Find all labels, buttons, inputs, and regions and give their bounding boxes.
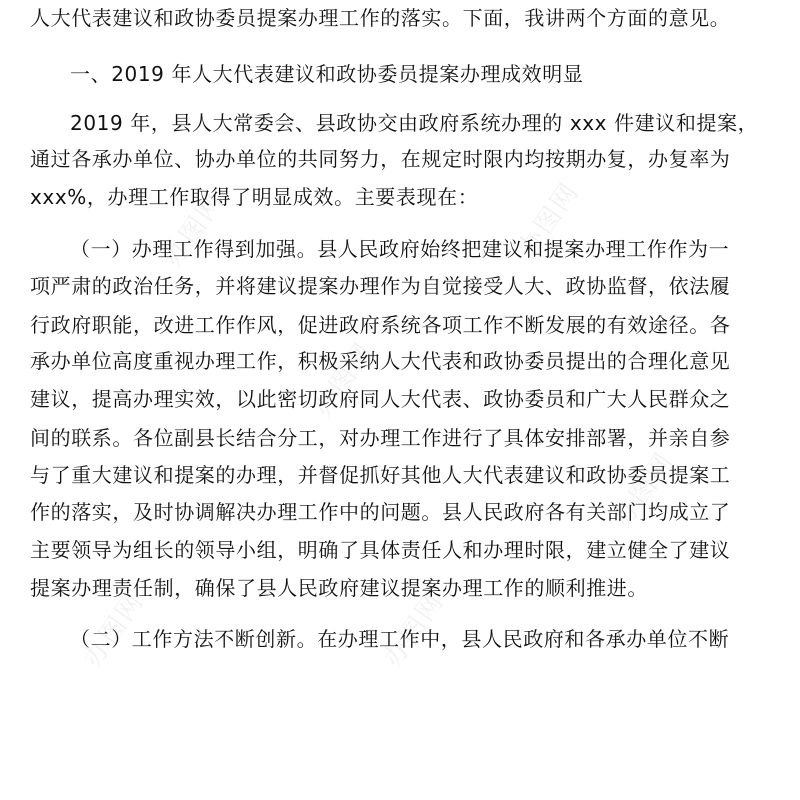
- paragraph-line: 承办单位高度重视办理工作，积极采纳人大代表和政协委员提出的合理化意见: [30, 349, 731, 373]
- paragraph-line: 作的落实，及时协调解决办理工作中的问题。县人民政府各有关部门均成立了: [30, 500, 731, 524]
- paragraph-line: 项严肃的政治任务，并将建议提案办理作为自觉接受人大、政协监督，依法履: [30, 274, 731, 298]
- watermark: 办图网: [607, 446, 681, 533]
- paragraph-line: 2019 年，县人大常委会、县政协交由政府系统办理的 xxx 件建议和提案，: [70, 111, 759, 135]
- watermark: 办图网: [157, 186, 231, 273]
- paragraph-line: 与了重大建议和提案的办理，并督促抓好其他人大代表建议和政协委员提案工: [30, 463, 731, 487]
- watermark: 办图网: [377, 586, 451, 673]
- paragraph-line: 行政府职能，改进工作作风，促进政府系统各项工作不断发展的有效途径。各: [30, 313, 731, 337]
- paragraph-line: 间的联系。各位副县长结合分工，对办理工作进行了具体安排部署，并亲自参: [30, 426, 731, 450]
- section-heading: 一、2019 年人大代表建议和政协委员提案办理成效明显: [70, 62, 584, 86]
- paragraph-line: 主要领导为组长的领导小组，明确了具体责任人和办理时限，建立健全了建议: [30, 538, 731, 562]
- paragraph-line: 通过各承办单位、协办单位的共同努力，在规定时限内均按期办复，办复率为: [30, 147, 731, 171]
- subsection-line: （一）办理工作得到加强。县人民政府始终把建议和提案办理工作作为一: [70, 237, 730, 261]
- watermark: 办图网: [307, 336, 381, 423]
- paragraph-line: 提案办理责任制，确保了县人民政府建议提案办理工作的顺利推进。: [30, 576, 648, 600]
- watermark: 办图网: [77, 586, 151, 673]
- subsection-line: （二）工作方法不断创新。在办理工作中，县人民政府和各承办单位不断: [70, 627, 730, 651]
- paragraph-line: 人大代表建议和政协委员提案办理工作的落实。下面，我讲两个方面的意见。: [30, 6, 731, 30]
- watermark: 办图网: [512, 176, 586, 263]
- paragraph-line: 建议，提高办理实效，以此密切政府同人大代表、政协委员和广大人民群众之: [30, 387, 731, 411]
- paragraph-line: xxx%，办理工作取得了明显成效。主要表现在：: [30, 185, 479, 209]
